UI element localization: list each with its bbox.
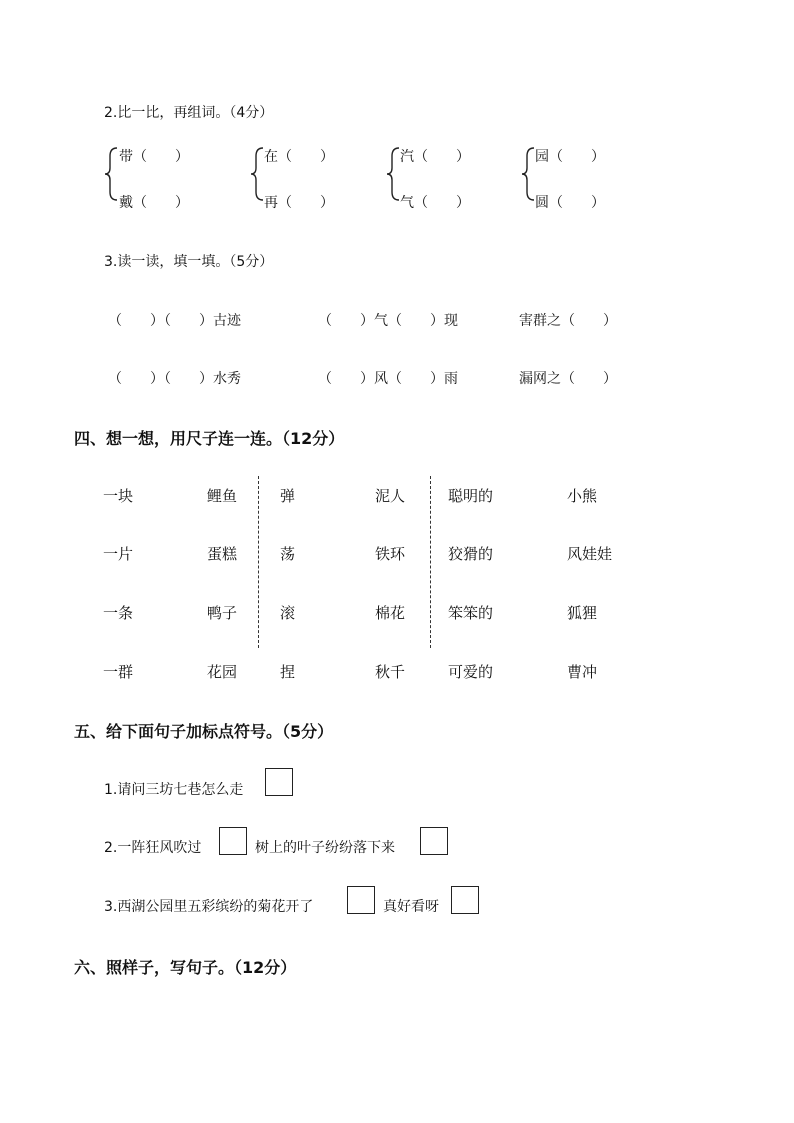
match-word: 一片 xyxy=(103,545,134,563)
punctuation-box[interactable] xyxy=(420,827,448,855)
match-word: 一条 xyxy=(103,604,134,622)
brace-icon xyxy=(249,146,265,202)
match-word: 聪明的 xyxy=(448,487,494,505)
match-word: 秋千 xyxy=(375,663,406,681)
sentence-1: 1.请问三坊七巷怎么走 xyxy=(104,782,244,798)
section6-title: 六、照样子，写句子。（12分） xyxy=(74,958,297,977)
match-word: 荡 xyxy=(280,545,296,563)
brace-icon xyxy=(520,146,536,202)
idiom-fill-6: 漏网之（ ） xyxy=(519,371,617,387)
punctuation-box[interactable] xyxy=(347,886,375,914)
punctuation-box[interactable] xyxy=(219,827,247,855)
brace-icon xyxy=(103,146,119,202)
match-word: 滚 xyxy=(280,604,296,622)
match-word: 花园 xyxy=(207,663,238,681)
match-word: 棉花 xyxy=(375,604,406,622)
sentence-3-part1: 3.西湖公园里五彩缤纷的菊花开了 xyxy=(104,899,314,915)
section4-title: 四、想一想，用尺子连一连。（12分） xyxy=(74,429,345,448)
sentence-2-part2: 树上的叶子纷纷落下来 xyxy=(255,840,395,856)
sentence-3-part2: 真好看呀 xyxy=(383,899,439,915)
q2-title: 2.比一比，再组词。（4分） xyxy=(104,105,274,121)
match-word: 笨笨的 xyxy=(448,604,494,622)
sentence-2-part1: 2.一阵狂风吹过 xyxy=(104,840,202,856)
match-word: 狐狸 xyxy=(567,604,598,622)
column-divider xyxy=(430,476,431,648)
compare-bottom-3: 气（ ） xyxy=(400,195,470,211)
punctuation-box[interactable] xyxy=(451,886,479,914)
compare-top-1: 带（ ） xyxy=(119,149,189,165)
column-divider xyxy=(258,476,259,648)
compare-bottom-1: 戴（ ） xyxy=(119,195,189,211)
compare-top-3: 汽（ ） xyxy=(400,149,470,165)
match-word: 曹冲 xyxy=(567,663,598,681)
compare-top-4: 园（ ） xyxy=(535,149,605,165)
match-word: 弹 xyxy=(280,487,296,505)
match-word: 风娃娃 xyxy=(567,545,613,563)
match-word: 鲤鱼 xyxy=(207,487,238,505)
match-word: 蛋糕 xyxy=(207,545,238,563)
match-word: 一群 xyxy=(103,663,134,681)
match-word: 铁环 xyxy=(375,545,406,563)
brace-icon xyxy=(385,146,401,202)
compare-bottom-4: 圆（ ） xyxy=(535,195,605,211)
compare-top-2: 在（ ） xyxy=(264,149,334,165)
match-word: 鸭子 xyxy=(207,604,238,622)
match-word: 捏 xyxy=(280,663,296,681)
section5-title: 五、给下面句子加标点符号。（5分） xyxy=(74,722,334,741)
match-word: 可爱的 xyxy=(448,663,494,681)
idiom-fill-2: （ ）气（ ）现 xyxy=(318,313,458,329)
compare-bottom-2: 再（ ） xyxy=(264,195,334,211)
match-word: 狡猾的 xyxy=(448,545,494,563)
idiom-fill-5: （ ）风（ ）雨 xyxy=(318,371,458,387)
idiom-fill-3: 害群之（ ） xyxy=(519,313,617,329)
match-word: 小熊 xyxy=(567,487,598,505)
punctuation-box[interactable] xyxy=(265,768,293,796)
idiom-fill-4: （ ）（ ）水秀 xyxy=(108,371,241,387)
q3-title: 3.读一读，填一填。（5分） xyxy=(104,254,274,270)
idiom-fill-1: （ ）（ ）古迹 xyxy=(108,313,241,329)
match-word: 一块 xyxy=(103,487,134,505)
match-word: 泥人 xyxy=(375,487,406,505)
